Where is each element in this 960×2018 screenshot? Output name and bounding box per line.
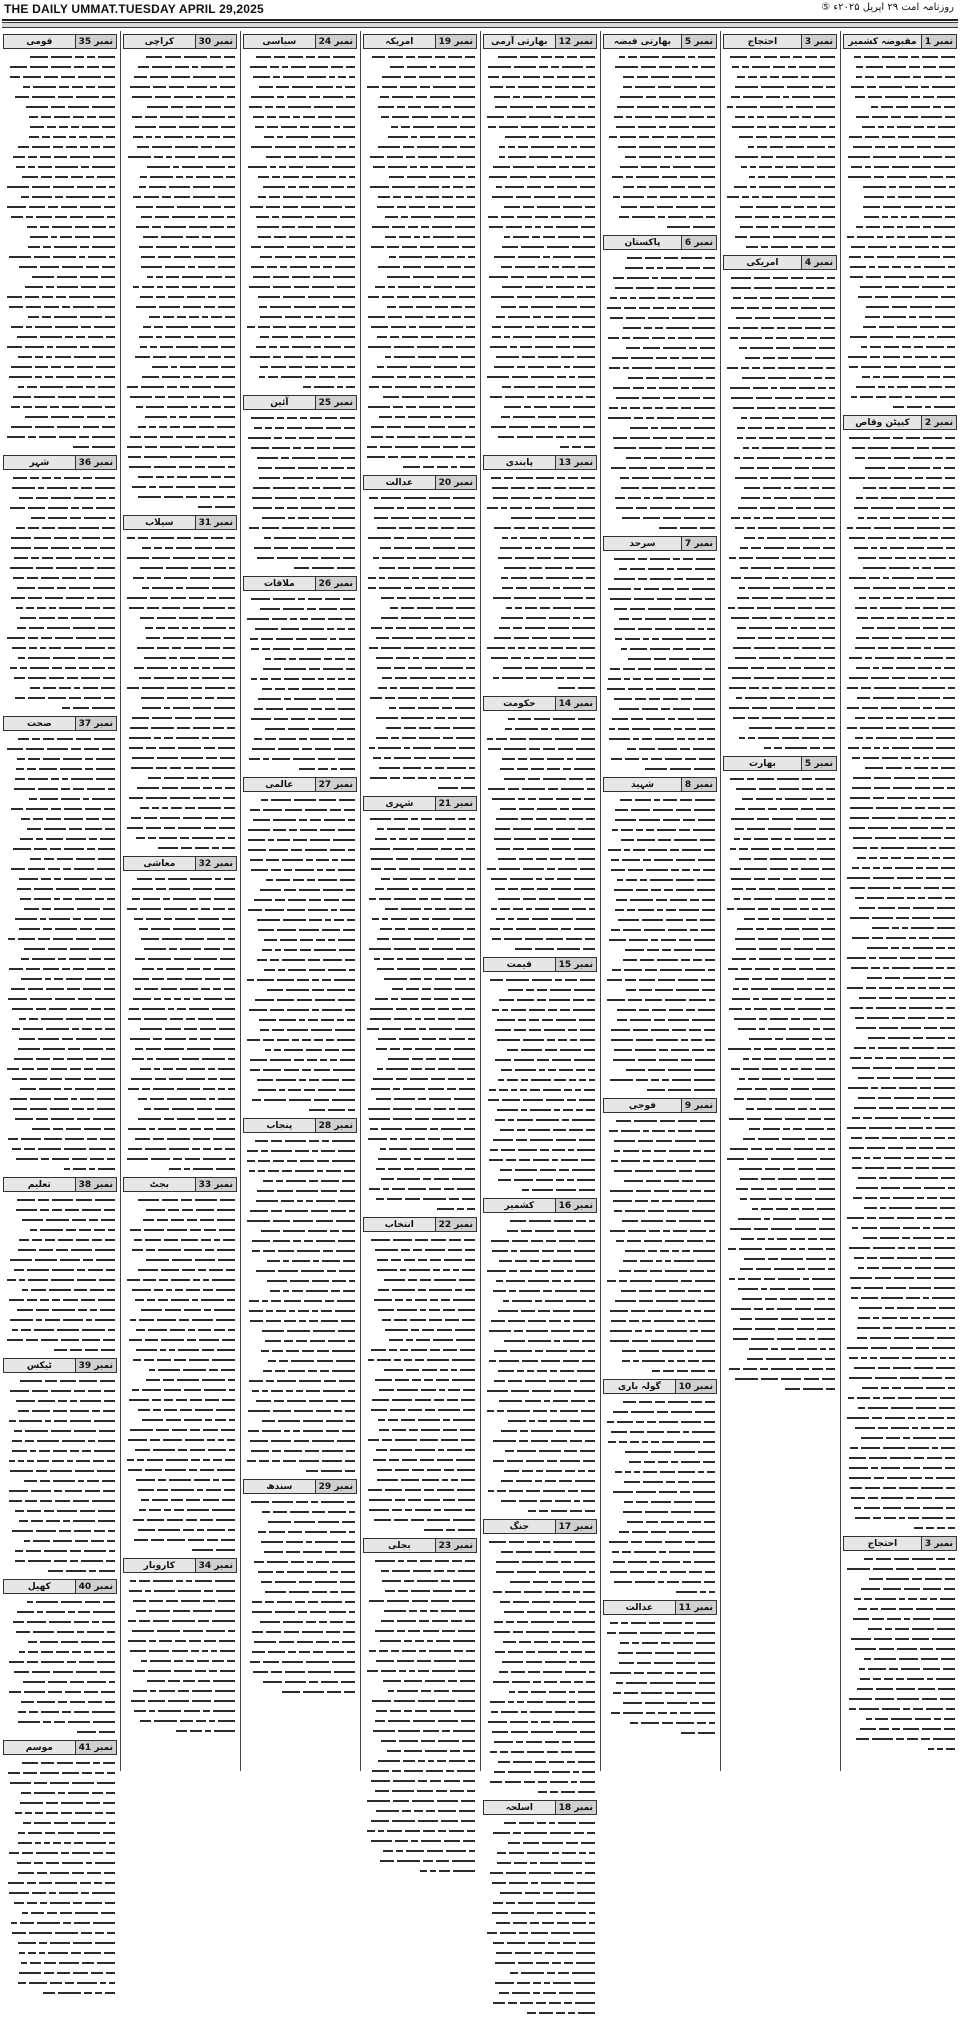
item-body-text: [242, 594, 358, 774]
item-header: [603, 235, 717, 250]
item-body-text: [2, 52, 118, 452]
item-title: بھارت: [748, 758, 776, 769]
item-title: اسلحہ: [505, 1802, 533, 1813]
masthead-urdu: روزنامہ امت ۲۹ اپریل ۲۰۲۵ء ⑤: [821, 2, 954, 13]
item-body-text: [482, 1818, 598, 2018]
item-body-text: [842, 1554, 958, 1754]
item-body-text: [602, 52, 718, 232]
news-item: [482, 455, 598, 693]
news-item: [362, 1217, 478, 1535]
item-number: نمبر 21: [435, 797, 476, 810]
news-item: [482, 1800, 598, 2018]
item-title: حکومت: [503, 698, 536, 709]
news-item: [602, 1098, 718, 1376]
news-item: [602, 1379, 718, 1597]
news-item: [842, 1536, 958, 1754]
news-item: [482, 34, 598, 452]
item-body-text: [482, 52, 598, 452]
item-header: [123, 1558, 237, 1573]
column-divider: [600, 31, 601, 1771]
item-header: [3, 1177, 117, 1192]
item-title: مقبوضہ کشمیر: [848, 36, 917, 47]
item-header: [243, 395, 357, 410]
news-item: [722, 756, 838, 1394]
news-item: [602, 777, 718, 1095]
item-title: بھارتی آرمی: [491, 36, 548, 47]
item-number: نمبر 19: [435, 35, 476, 48]
item-title: سیلاب: [145, 517, 174, 528]
news-item: [242, 1118, 358, 1476]
news-item: [122, 1177, 238, 1555]
item-body-text: [362, 1235, 478, 1535]
item-number: نمبر 22: [435, 1218, 476, 1231]
item-body-text: [2, 1376, 118, 1576]
news-column: [842, 31, 958, 1771]
item-number: نمبر 39: [75, 1359, 116, 1372]
item-number: نمبر 4: [801, 256, 836, 269]
item-header: [723, 34, 837, 49]
item-title: امریکہ: [385, 36, 414, 47]
column-divider: [360, 31, 361, 1771]
news-item: [242, 1479, 358, 1697]
item-title: پنجاب: [266, 1120, 293, 1131]
item-body-text: [602, 253, 718, 533]
item-header: [243, 34, 357, 49]
item-number: نمبر 28: [315, 1119, 356, 1132]
item-body-text: [602, 795, 718, 1095]
item-body-text: [122, 874, 238, 1174]
item-title: جنگ: [509, 1521, 530, 1532]
item-title: تعلیم: [27, 1179, 51, 1190]
item-title: صحت: [26, 718, 52, 729]
item-title: کشمیر: [504, 1200, 535, 1211]
news-item: [242, 395, 358, 573]
news-item: [362, 34, 478, 472]
item-header: [603, 1379, 717, 1394]
news-item: [2, 34, 118, 452]
item-body-text: [242, 1136, 358, 1476]
item-header: [363, 34, 477, 49]
news-item: [362, 1538, 478, 1876]
item-header: [603, 34, 717, 49]
item-number: نمبر 41: [75, 1741, 116, 1754]
item-title: بھارتی قبضہ: [613, 36, 672, 47]
item-number: نمبر 8: [681, 778, 716, 791]
item-number: نمبر 29: [315, 1480, 356, 1493]
item-header: [243, 1118, 357, 1133]
item-header: [723, 255, 837, 270]
item-body-text: [722, 273, 838, 753]
item-title: عدالت: [385, 477, 413, 488]
news-item: [122, 1558, 238, 1736]
item-number: نمبر 3: [921, 1537, 956, 1550]
item-number: نمبر 27: [315, 778, 356, 791]
top-rule: [2, 19, 958, 21]
item-number: نمبر 18: [555, 1801, 596, 1814]
item-header: [123, 515, 237, 530]
item-title: شہری: [385, 798, 414, 809]
item-title: شہید: [630, 779, 654, 790]
news-item: [122, 515, 238, 853]
item-header: [123, 1177, 237, 1192]
news-item: [2, 1740, 118, 1998]
item-title: امریکی: [746, 257, 779, 268]
item-number: نمبر 17: [555, 1520, 596, 1533]
item-header: [3, 1740, 117, 1755]
news-item: [602, 536, 718, 774]
item-number: نمبر 13: [555, 456, 596, 469]
item-body-text: [482, 714, 598, 954]
item-header: [3, 1358, 117, 1373]
item-header: [3, 34, 117, 49]
item-number: نمبر 26: [315, 577, 356, 590]
item-title: فوجی: [628, 1100, 657, 1111]
item-number: نمبر 2: [921, 416, 956, 429]
item-number: نمبر 14: [555, 697, 596, 710]
column-divider: [720, 31, 721, 1771]
item-title: سندھ: [266, 1481, 293, 1492]
item-number: نمبر 34: [195, 1559, 236, 1572]
item-number: نمبر 15: [555, 958, 596, 971]
item-body-text: [2, 1758, 118, 1998]
item-title: پابندی: [505, 457, 533, 468]
item-body-text: [482, 473, 598, 693]
item-number: نمبر 32: [195, 857, 236, 870]
item-title: گولہ باری: [617, 1381, 661, 1392]
item-header: [483, 455, 597, 470]
item-number: نمبر 1: [921, 35, 956, 48]
item-body-text: [242, 1497, 358, 1697]
item-header: [483, 1198, 597, 1213]
item-title: آئین: [270, 397, 289, 408]
item-header: [603, 777, 717, 792]
item-body-text: [2, 473, 118, 713]
item-body-text: [602, 1397, 718, 1597]
item-header: [243, 576, 357, 591]
item-header: [843, 1536, 957, 1551]
item-body-text: [602, 554, 718, 774]
item-body-text: [722, 774, 838, 1394]
item-header: [483, 1519, 597, 1534]
item-header: [123, 856, 237, 871]
item-header: [843, 34, 957, 49]
news-item: [2, 1579, 118, 1737]
item-number: نمبر 7: [681, 537, 716, 550]
item-body-text: [362, 52, 478, 472]
item-number: نمبر 37: [75, 717, 116, 730]
item-number: نمبر 5: [681, 35, 716, 48]
item-body-text: [362, 1556, 478, 1876]
item-number: نمبر 10: [675, 1380, 716, 1393]
item-number: نمبر 33: [195, 1178, 236, 1191]
news-item: [122, 34, 238, 512]
item-title: کھیل: [27, 1581, 51, 1592]
item-header: [603, 536, 717, 551]
item-number: نمبر 31: [195, 516, 236, 529]
item-title: شہر: [29, 457, 50, 468]
item-header: [603, 1600, 717, 1615]
news-item: [842, 415, 958, 1533]
item-number: نمبر 11: [675, 1601, 716, 1614]
item-header: [123, 34, 237, 49]
item-number: نمبر 35: [75, 35, 116, 48]
item-body-text: [602, 1618, 718, 1738]
item-header: [363, 1538, 477, 1553]
item-header: [3, 716, 117, 731]
news-item: [722, 255, 838, 753]
item-body-text: [482, 1216, 598, 1516]
item-body-text: [242, 52, 358, 392]
news-item: [482, 696, 598, 954]
item-title: بجلی: [387, 1540, 411, 1551]
item-number: نمبر 16: [555, 1199, 596, 1212]
item-title: سیاسی: [262, 36, 297, 47]
news-column: [482, 31, 598, 1813]
news-item: [242, 34, 358, 392]
item-body-text: [122, 1195, 238, 1555]
item-body-text: [242, 795, 358, 1115]
item-body-text: [362, 814, 478, 1214]
news-item: [362, 475, 478, 793]
item-title: معاشی: [143, 858, 176, 869]
item-number: نمبر 40: [75, 1580, 116, 1593]
item-header: [723, 756, 837, 771]
item-title: ٹیکس: [26, 1360, 52, 1371]
header-band: [2, 22, 958, 28]
item-header: [3, 455, 117, 470]
item-body-text: [482, 975, 598, 1195]
item-body-text: [842, 52, 958, 412]
item-number: نمبر 6: [681, 236, 716, 249]
item-number: نمبر 24: [315, 35, 356, 48]
news-item: [362, 796, 478, 1214]
item-header: [3, 1579, 117, 1594]
item-title: قومی: [26, 36, 53, 47]
item-body-text: [122, 52, 238, 512]
news-column: [242, 31, 358, 1771]
item-header: [363, 475, 477, 490]
news-item: [722, 34, 838, 252]
item-title: سرحد: [629, 538, 656, 549]
item-title: انتخاب: [384, 1219, 414, 1230]
item-number: نمبر 25: [315, 396, 356, 409]
item-body-text: [722, 52, 838, 252]
item-header: [243, 1479, 357, 1494]
item-title: موسم: [25, 1742, 53, 1753]
news-column: [722, 31, 838, 1771]
news-item: [602, 1600, 718, 1738]
item-header: [483, 1800, 597, 1815]
column-divider: [480, 31, 481, 1771]
item-body-text: [602, 1116, 718, 1376]
item-title: احتجاج: [867, 1538, 898, 1549]
item-header: [483, 34, 597, 49]
item-number: نمبر 23: [435, 1539, 476, 1552]
news-item: [482, 1519, 598, 1797]
item-header: [483, 696, 597, 711]
item-title: کاروبار: [143, 1560, 175, 1571]
item-number: نمبر 12: [555, 35, 596, 48]
item-title: کراچی: [144, 36, 175, 47]
item-number: نمبر 20: [435, 476, 476, 489]
column-divider: [120, 31, 121, 1771]
masthead: [0, 0, 960, 18]
item-body-text: [482, 1537, 598, 1797]
item-title: عالمی: [265, 779, 294, 790]
column-divider: [240, 31, 241, 1771]
item-header: [243, 777, 357, 792]
masthead-english: THE DAILY UMMAT.TUESDAY APRIL 29,2025: [4, 2, 264, 16]
item-body-text: [842, 433, 958, 1533]
news-item: [2, 716, 118, 1174]
news-item: [602, 235, 718, 533]
item-header: [483, 957, 597, 972]
news-item: [2, 455, 118, 713]
item-title: پاکستان: [624, 237, 661, 248]
news-item: [242, 576, 358, 774]
item-title: عدالت: [625, 1602, 653, 1613]
item-header: [603, 1098, 717, 1113]
item-number: نمبر 38: [75, 1178, 116, 1191]
item-header: [363, 796, 477, 811]
column-divider: [840, 31, 841, 1771]
news-item: [2, 1177, 118, 1355]
item-number: نمبر 5: [801, 757, 836, 770]
news-column: [362, 31, 478, 1771]
news-column: [122, 31, 238, 1771]
item-body-text: [2, 1195, 118, 1355]
item-body-text: [362, 493, 478, 793]
news-column: [2, 31, 118, 1771]
item-title: کیپٹن وقاص: [855, 417, 910, 428]
news-item: [482, 957, 598, 1195]
news-item: [242, 777, 358, 1115]
news-item: [602, 34, 718, 232]
item-title: قیمت: [506, 959, 532, 970]
item-body-text: [242, 413, 358, 573]
item-body-text: [2, 734, 118, 1174]
item-number: نمبر 3: [801, 35, 836, 48]
item-title: بجٹ: [149, 1179, 170, 1190]
item-body-text: [2, 1597, 118, 1737]
item-number: نمبر 9: [681, 1099, 716, 1112]
news-item: [842, 34, 958, 412]
item-header: [843, 415, 957, 430]
item-body-text: [122, 1576, 238, 1736]
news-item: [2, 1358, 118, 1576]
item-header: [363, 1217, 477, 1232]
news-column: [602, 31, 718, 1771]
news-item: [482, 1198, 598, 1516]
item-number: نمبر 36: [75, 456, 116, 469]
item-body-text: [122, 533, 238, 853]
news-item: [122, 856, 238, 1174]
item-title: ملاقات: [263, 578, 295, 589]
item-number: نمبر 30: [195, 35, 236, 48]
item-title: احتجاج: [747, 36, 778, 47]
